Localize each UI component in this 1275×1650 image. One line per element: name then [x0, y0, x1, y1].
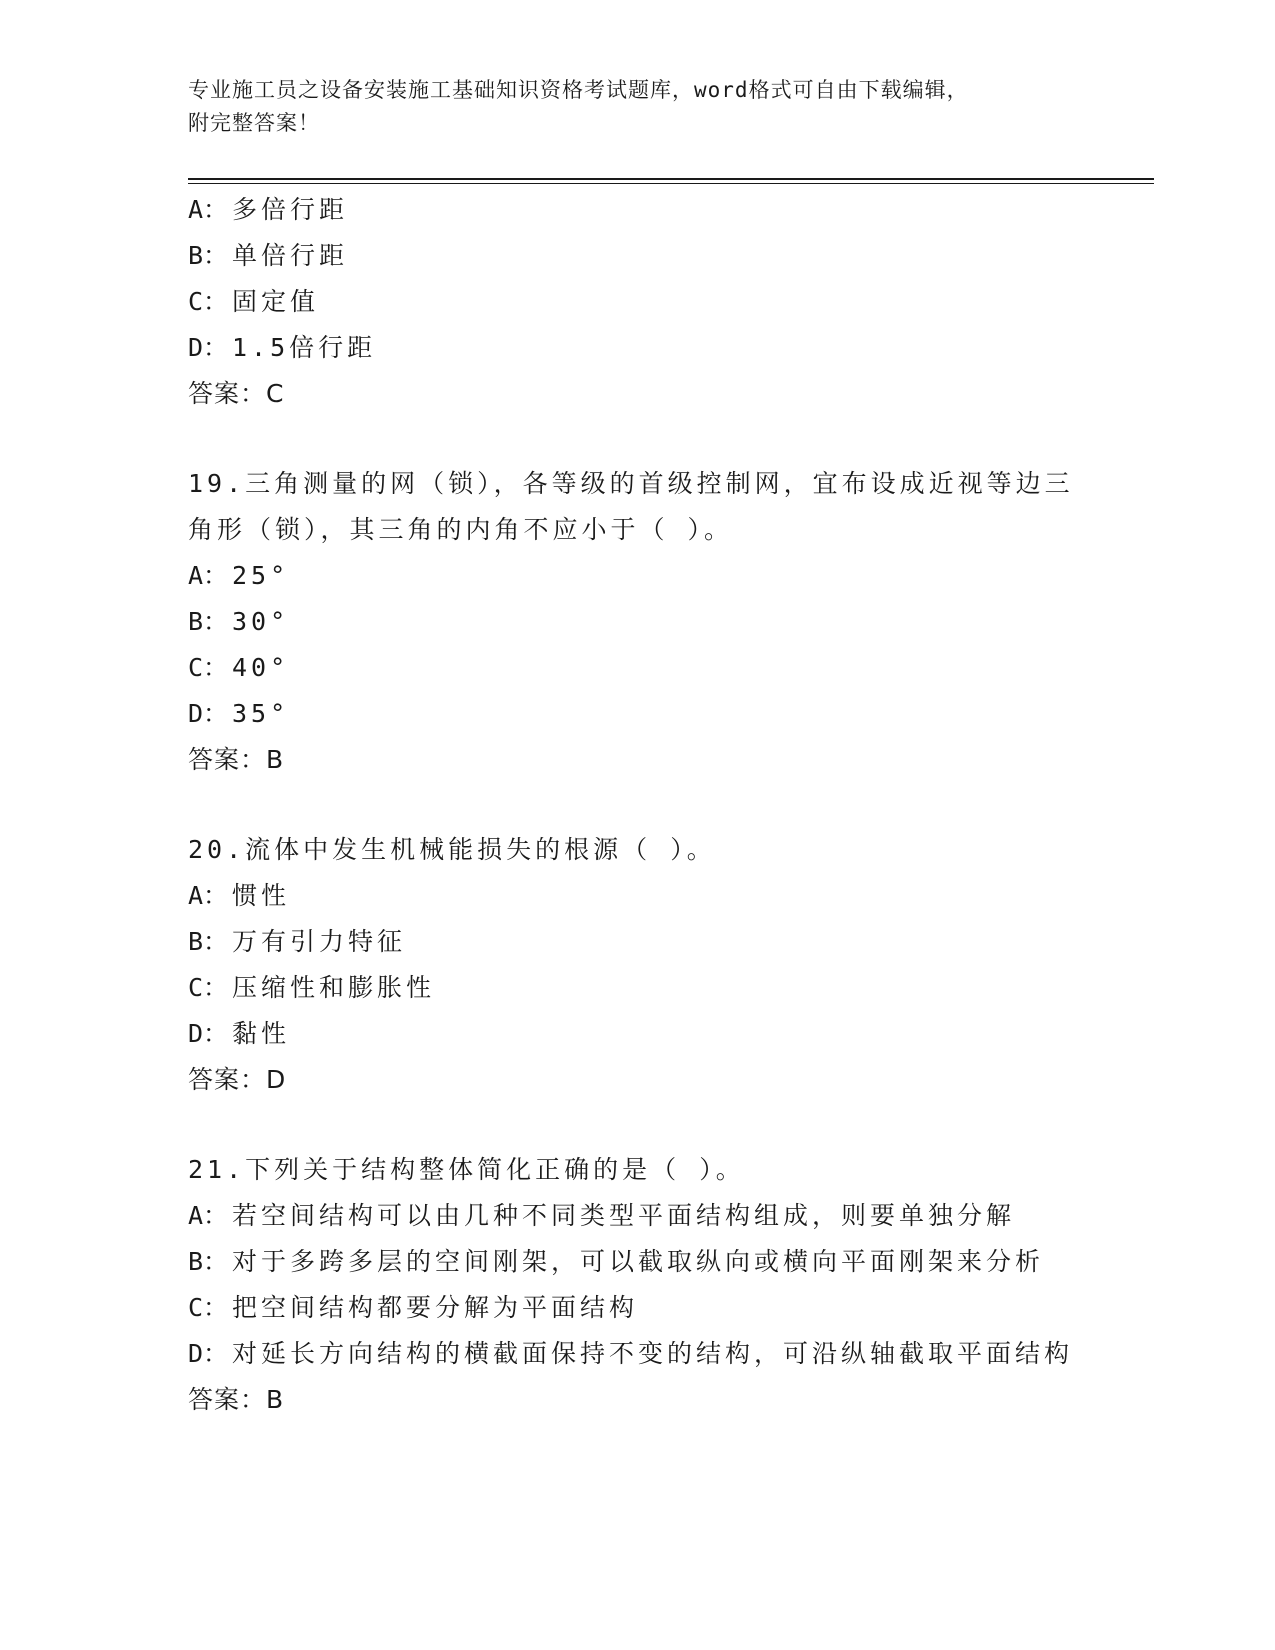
option-text: 1.5倍行距: [232, 333, 377, 362]
option-text: 把空间结构都要分解为平面结构: [232, 1293, 639, 1322]
option-b: [188, 919, 1088, 965]
option-a: [188, 187, 1088, 233]
option-d: [188, 325, 1088, 371]
option-label: B：: [188, 927, 229, 956]
option-label: B：: [188, 607, 229, 636]
option-label: B：: [188, 1247, 229, 1276]
option-c: [188, 1285, 1088, 1331]
option-text: 对延长方向结构的横截面保持不变的结构，可沿纵轴截取平面结构: [232, 1339, 1074, 1368]
option-text: 若空间结构可以由几种不同类型平面结构组成，则要单独分解: [232, 1201, 1016, 1230]
option-a: [188, 1193, 1088, 1239]
option-label: C：: [188, 1293, 229, 1322]
header-divider-thin: [188, 183, 1154, 184]
option-text: 30°: [232, 607, 290, 636]
option-label: A：: [188, 561, 229, 590]
answer-line: 答案：B: [188, 745, 285, 774]
answer-line: 答案：D: [188, 1065, 287, 1094]
option-label: D：: [188, 333, 229, 362]
option-label: C：: [188, 653, 229, 682]
option-label: C：: [188, 973, 229, 1002]
option-label: A：: [188, 195, 229, 224]
option-text: 多倍行距: [232, 195, 349, 224]
question-stem: 19.三角测量的网（锁），各等级的首级控制网，宜布设成近视等边三: [188, 469, 1074, 498]
option-label: A：: [188, 1201, 229, 1230]
option-text: 25°: [232, 561, 290, 590]
option-text: 单倍行距: [232, 241, 349, 270]
question-18: [188, 187, 1088, 417]
question-list: [188, 187, 1088, 1423]
option-c: [188, 645, 1088, 691]
option-label: D：: [188, 699, 229, 728]
option-text: 压缩性和膨胀性: [232, 973, 436, 1002]
answer-line: 答案：B: [188, 1385, 285, 1414]
header-line-1: 专业施工员之设备安装施工基础知识资格考试题库，word格式可自由下载编辑，: [188, 78, 969, 102]
option-b: [188, 1239, 1088, 1285]
option-label: B：: [188, 241, 229, 270]
option-a: [188, 873, 1088, 919]
option-label: D：: [188, 1019, 229, 1048]
question-21: [188, 1147, 1088, 1423]
option-text: 黏性: [232, 1019, 291, 1048]
question-stem: 21.下列关于结构整体简化正确的是（ ）。: [188, 1155, 745, 1184]
option-label: A：: [188, 881, 229, 910]
option-d: [188, 691, 1088, 737]
option-d: [188, 1011, 1088, 1057]
option-text: 惯性: [232, 881, 291, 910]
question-20: [188, 827, 1088, 1103]
question-stem-continued: 角形（锁），其三角的内角不应小于（ ）。: [188, 515, 734, 544]
option-label: D：: [188, 1339, 229, 1368]
option-b: [188, 233, 1088, 279]
document-header: [188, 74, 1068, 140]
option-label: C：: [188, 287, 229, 316]
option-text: 固定值: [232, 287, 320, 316]
question-19: [188, 461, 1088, 783]
answer-line: 答案：C: [188, 379, 285, 408]
header-line-2: 附完整答案！: [188, 111, 320, 135]
option-text: 40°: [232, 653, 290, 682]
option-a: [188, 553, 1088, 599]
option-text: 万有引力特征: [232, 927, 407, 956]
option-c: [188, 279, 1088, 325]
option-text: 对于多跨多层的空间刚架，可以截取纵向或横向平面刚架来分析: [232, 1247, 1045, 1276]
option-d: [188, 1331, 1088, 1377]
option-text: 35°: [232, 699, 290, 728]
option-c: [188, 965, 1088, 1011]
option-b: [188, 599, 1088, 645]
question-stem: 20.流体中发生机械能损失的根源（ ）。: [188, 835, 716, 864]
header-divider-thick: [188, 178, 1154, 180]
